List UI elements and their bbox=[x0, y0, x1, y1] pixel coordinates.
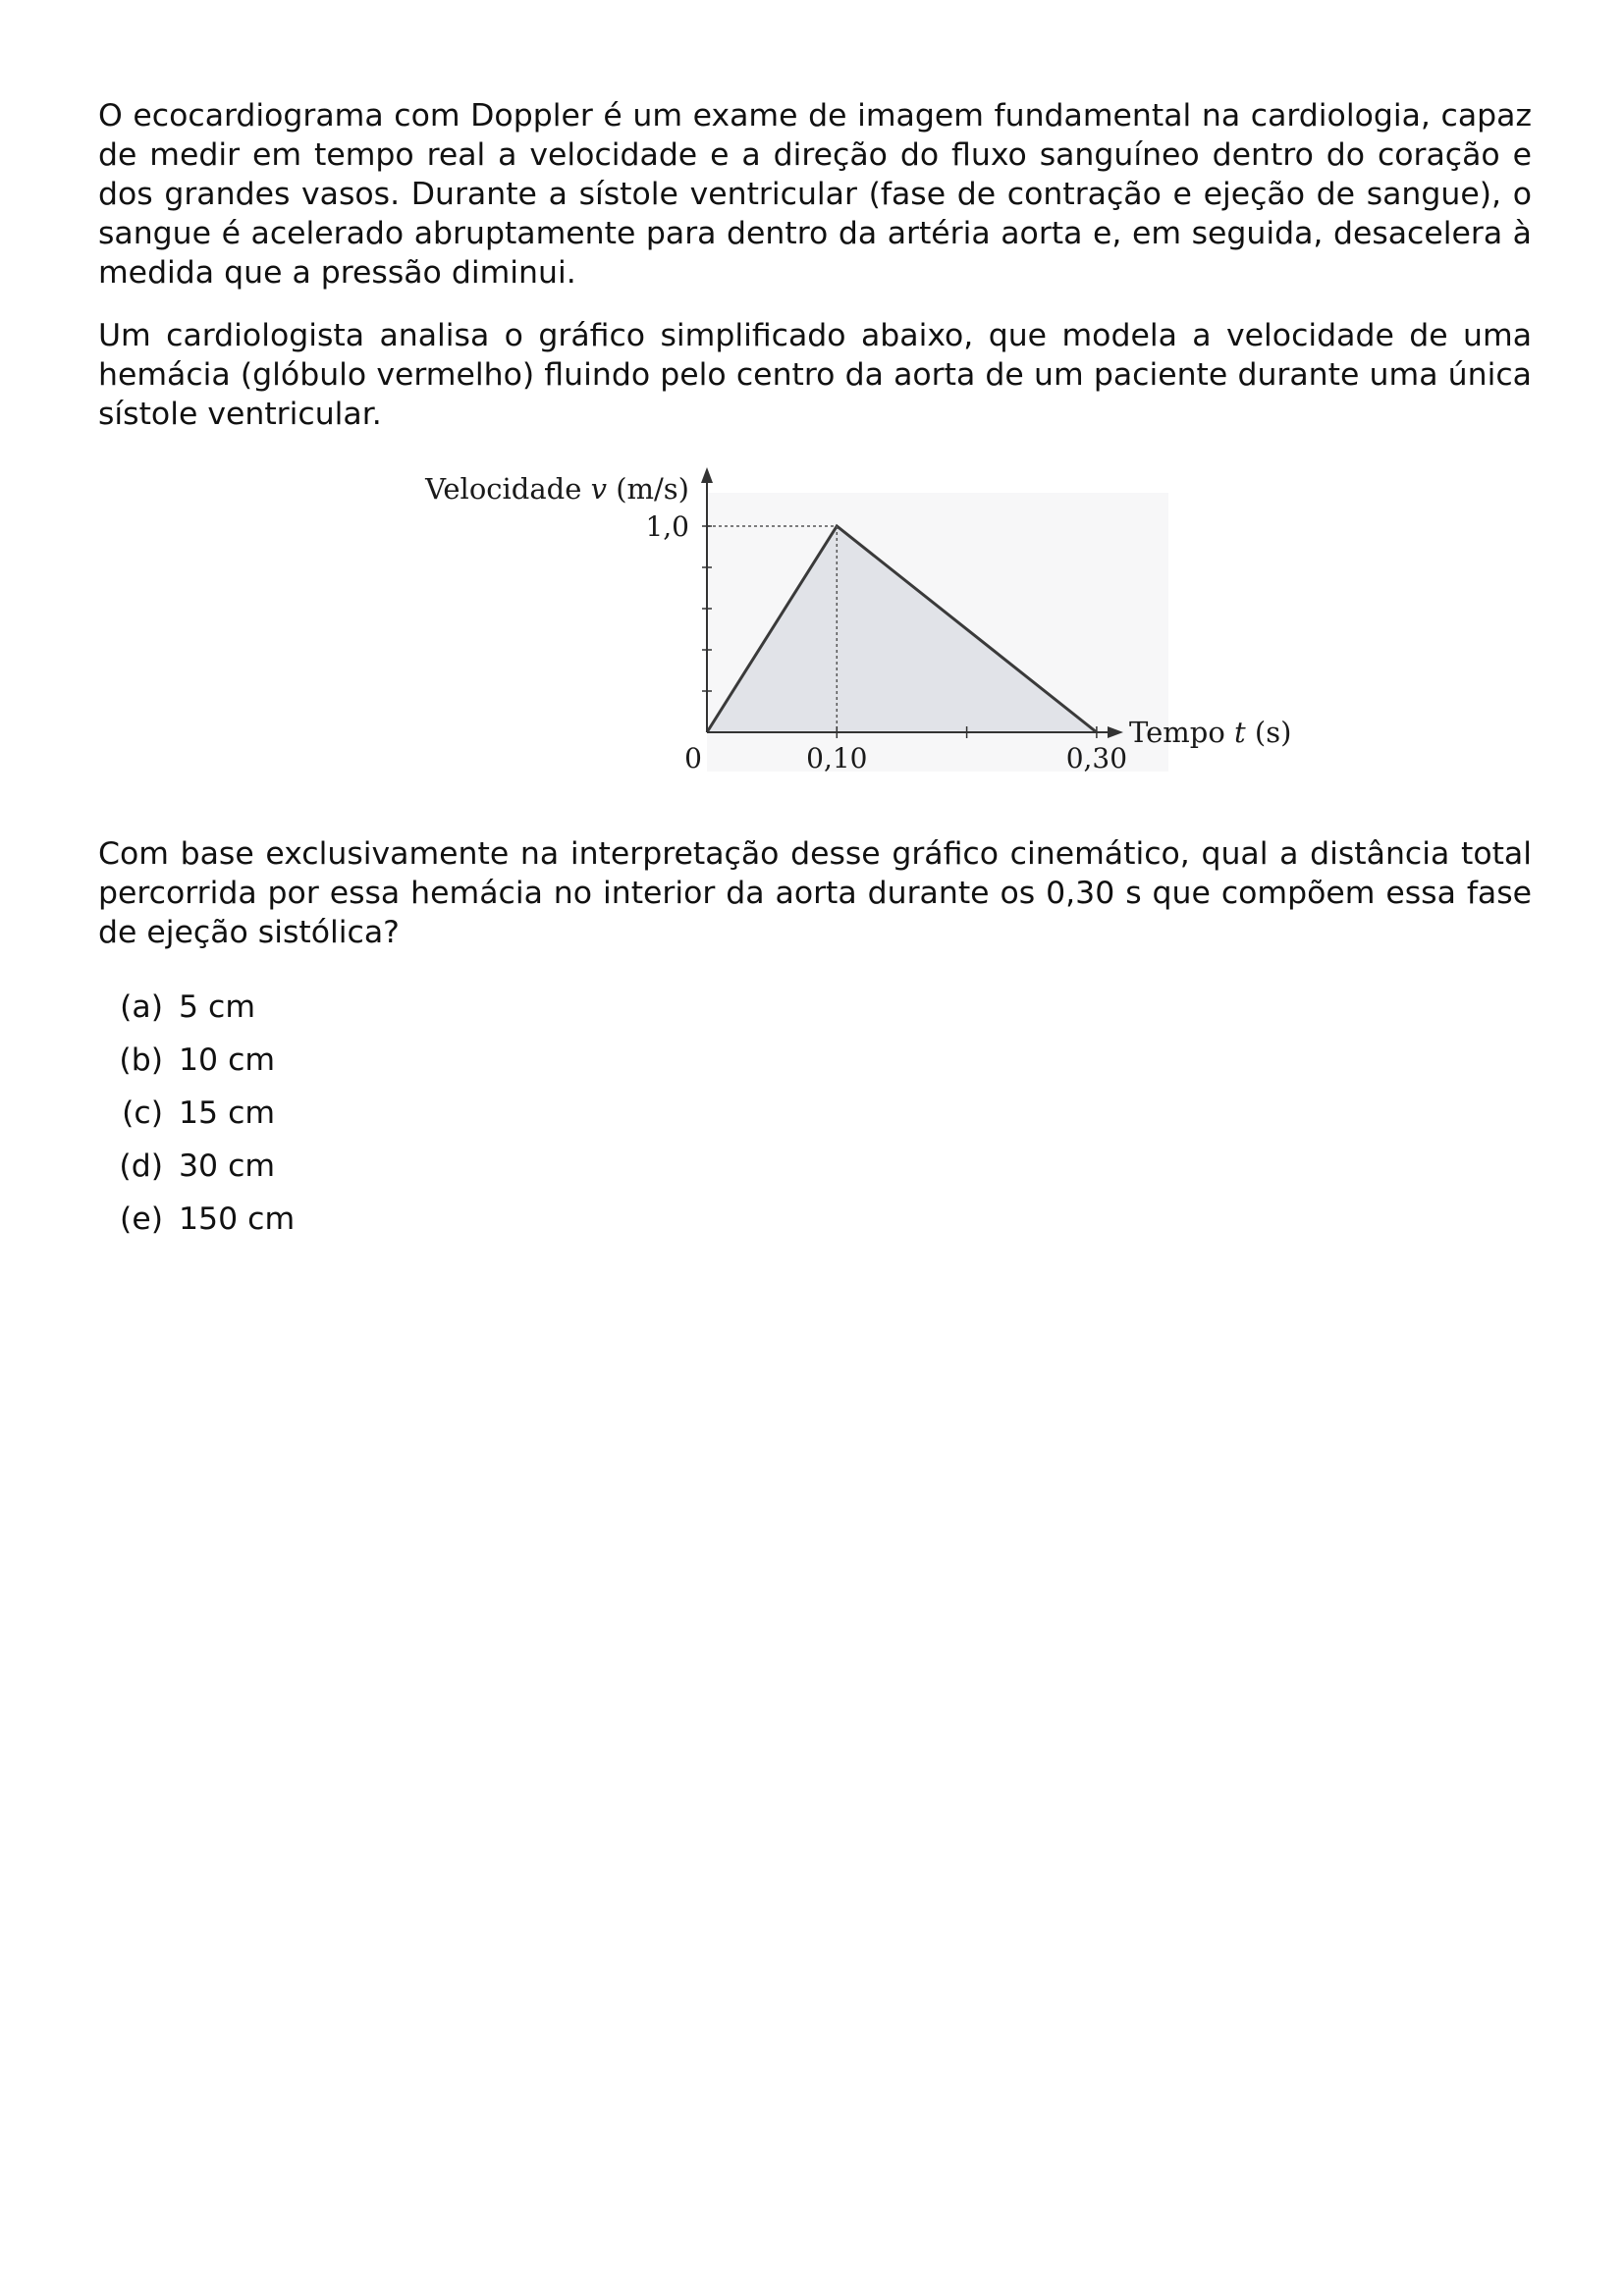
x-tick-label: 0,10 bbox=[806, 742, 868, 774]
option-letter: (a) bbox=[120, 989, 163, 1025]
intro-paragraph-2: Um cardiologista analisa o gráfico simplificado abaixo, que modela a velocidade de uma hemácia (glóbulo vermelho) fluindo pelo centro da aorta de um paciente durante uma única sístole ventricular. bbox=[98, 318, 1532, 432]
option-letter: (d) bbox=[119, 1148, 163, 1184]
answer-option bbox=[98, 1200, 1532, 1253]
option-letter: (b) bbox=[119, 1042, 163, 1078]
answer-option bbox=[98, 1041, 1532, 1094]
option-text: 30 cm bbox=[179, 1148, 276, 1184]
question-text: Com base exclusivamente na interpretação desse gráfico cinemático, qual a distância total percorrida por essa hemácia no interior da aorta durante os 0,30 s que compõem essa fase de ejeção sistólica? bbox=[98, 836, 1532, 950]
option-text: 150 cm bbox=[179, 1201, 296, 1237]
document-page bbox=[98, 96, 1532, 1253]
option-letter: (e) bbox=[120, 1201, 163, 1237]
y-axis-label: Velocidade v (m/s) bbox=[425, 472, 689, 506]
intro-paragraph-1: O ecocardiograma com Doppler é um exame de imagem fundamental na cardiologia, capaz de medir em tempo real a velocidade e a direção do fluxo sanguíneo dentro do coração e dos grandes vasos. Durante a sístole ventricular (fase de contração e ejeção de sangue), o sangue é acelerado abruptamente para dentro da artéria aorta e, em seguida, desacelera à medida que a pressão diminui. bbox=[98, 98, 1532, 291]
y-tick-label: 1,0 bbox=[645, 510, 689, 543]
x-axis-label: Tempo t (s) bbox=[1129, 716, 1292, 749]
answer-options bbox=[98, 988, 1532, 1253]
x-tick-label: 0,30 bbox=[1065, 742, 1128, 774]
answer-option bbox=[98, 988, 1532, 1041]
chart-svg bbox=[324, 457, 1306, 811]
velocity-time-chart bbox=[98, 457, 1532, 811]
option-text: 5 cm bbox=[179, 989, 256, 1025]
x-tick-label: 0 bbox=[684, 742, 702, 774]
answer-option bbox=[98, 1094, 1532, 1147]
option-text: 10 cm bbox=[179, 1042, 276, 1078]
option-text: 15 cm bbox=[179, 1095, 276, 1131]
answer-option bbox=[98, 1147, 1532, 1200]
option-letter: (c) bbox=[122, 1095, 163, 1131]
